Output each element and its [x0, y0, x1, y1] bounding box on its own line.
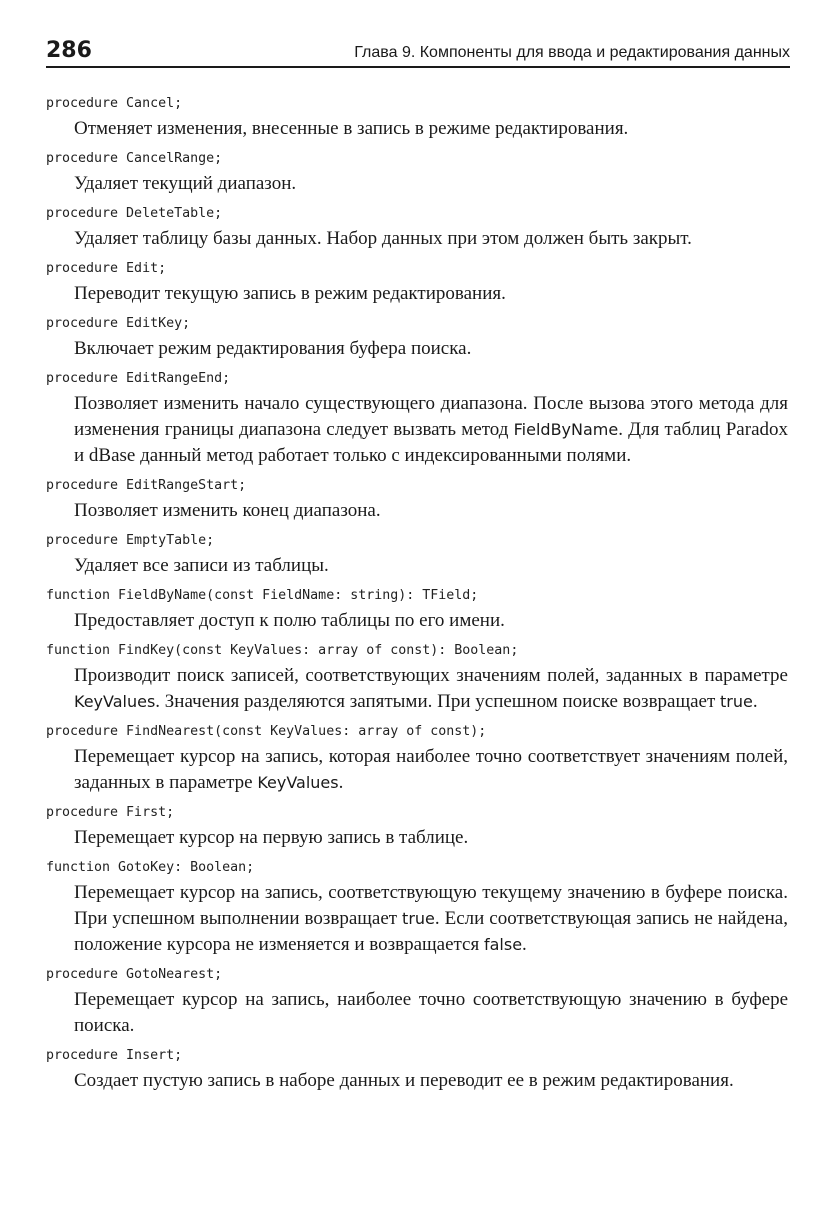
method-signature: procedure Insert;	[46, 1048, 183, 1063]
method-signature: procedure EditRangeStart;	[46, 478, 247, 493]
method-signature: procedure CancelRange;	[46, 151, 223, 166]
method-description: Предоставляет доступ к полю таблицы по его имени.	[74, 610, 505, 631]
method-description: Включает режим редактирования буфера поиска.	[74, 338, 472, 359]
method-signature: procedure EmptyTable;	[46, 533, 215, 548]
method-description: Позволяет изменить конец диапазона.	[74, 500, 381, 521]
method-signature: procedure EditRangeEnd;	[46, 371, 231, 386]
inline-code: KeyValues	[74, 692, 156, 711]
description-text: Перемещает курсор на запись, которая наиболее точно соответствует значениям полей, заданных в параметре	[74, 746, 788, 793]
method-signature: procedure EditKey;	[46, 316, 191, 331]
running-head: Глава 9. Компоненты для ввода и редактирования данных	[354, 44, 790, 61]
method-description: Перемещает курсор на первую запись в таблице.	[74, 827, 469, 848]
method-description: Удаляет таблицу базы данных. Набор данных при этом должен быть закрыт.	[74, 228, 692, 249]
page-header	[46, 38, 790, 68]
page-number: 286	[46, 38, 92, 63]
description-text: Позволяет изменить начало существующего диапазона. После вызова этого метода для изменения границы диапазона следует вызвать метод	[74, 393, 788, 440]
inline-code: true	[402, 909, 435, 928]
method-signature: function GotoKey: Boolean;	[46, 860, 255, 875]
method-signature: procedure DeleteTable;	[46, 206, 223, 221]
description-text: . Если соответствующая запись не найдена, положение курсора не изменяется и возвращается	[74, 908, 788, 955]
method-signature: procedure FindNearest(const KeyValues: array of const);	[46, 724, 487, 739]
method-signature: procedure First;	[46, 805, 175, 820]
method-signature: procedure GotoNearest;	[46, 967, 223, 982]
method-description	[74, 663, 788, 715]
description-text: Производит поиск записей, соответствующих значениям полей, заданных в параметре	[74, 665, 788, 686]
page-content	[46, 94, 788, 1101]
description-text: . Для таблиц Paradox и dBase данный метод работает только с индексированными полями.	[74, 419, 789, 466]
description-text: .	[752, 691, 758, 712]
method-description	[74, 391, 788, 469]
method-description	[74, 744, 788, 796]
inline-code: FieldByName	[513, 420, 619, 439]
inline-code: true	[720, 692, 753, 711]
method-description: Удаляет все записи из таблицы.	[74, 555, 329, 576]
method-signature: function FindKey(const KeyValues: array of const): Boolean;	[46, 643, 519, 658]
method-description	[74, 880, 788, 958]
method-signature: procedure Edit;	[46, 261, 167, 276]
method-description: Перемещает курсор на запись, наиболее точно соответствующую значению в буфере поиска.	[74, 989, 788, 1036]
method-signature: function FieldByName(const FieldName: string): TField;	[46, 588, 479, 603]
method-description: Переводит текущую запись в режим редактирования.	[74, 283, 506, 304]
method-description: Создает пустую запись в наборе данных и переводит ее в режим редактирования.	[74, 1070, 734, 1091]
method-description: Удаляет текущий диапазон.	[74, 173, 297, 194]
method-description: Отменяет изменения, внесенные в запись в режиме редактирования.	[74, 118, 629, 139]
inline-code: KeyValues	[257, 773, 339, 792]
description-text: .	[522, 934, 527, 955]
description-text: .	[338, 772, 344, 793]
method-signature: procedure Cancel;	[46, 96, 183, 111]
inline-code: false	[483, 935, 523, 954]
description-text: . Значения разделяются запятыми. При успешном поиске возвращает	[155, 691, 721, 712]
description-text: Перемещает курсор на запись, соответствующую текущему значению в буфере поиска. При успешном выполнении возвращает	[74, 882, 788, 929]
